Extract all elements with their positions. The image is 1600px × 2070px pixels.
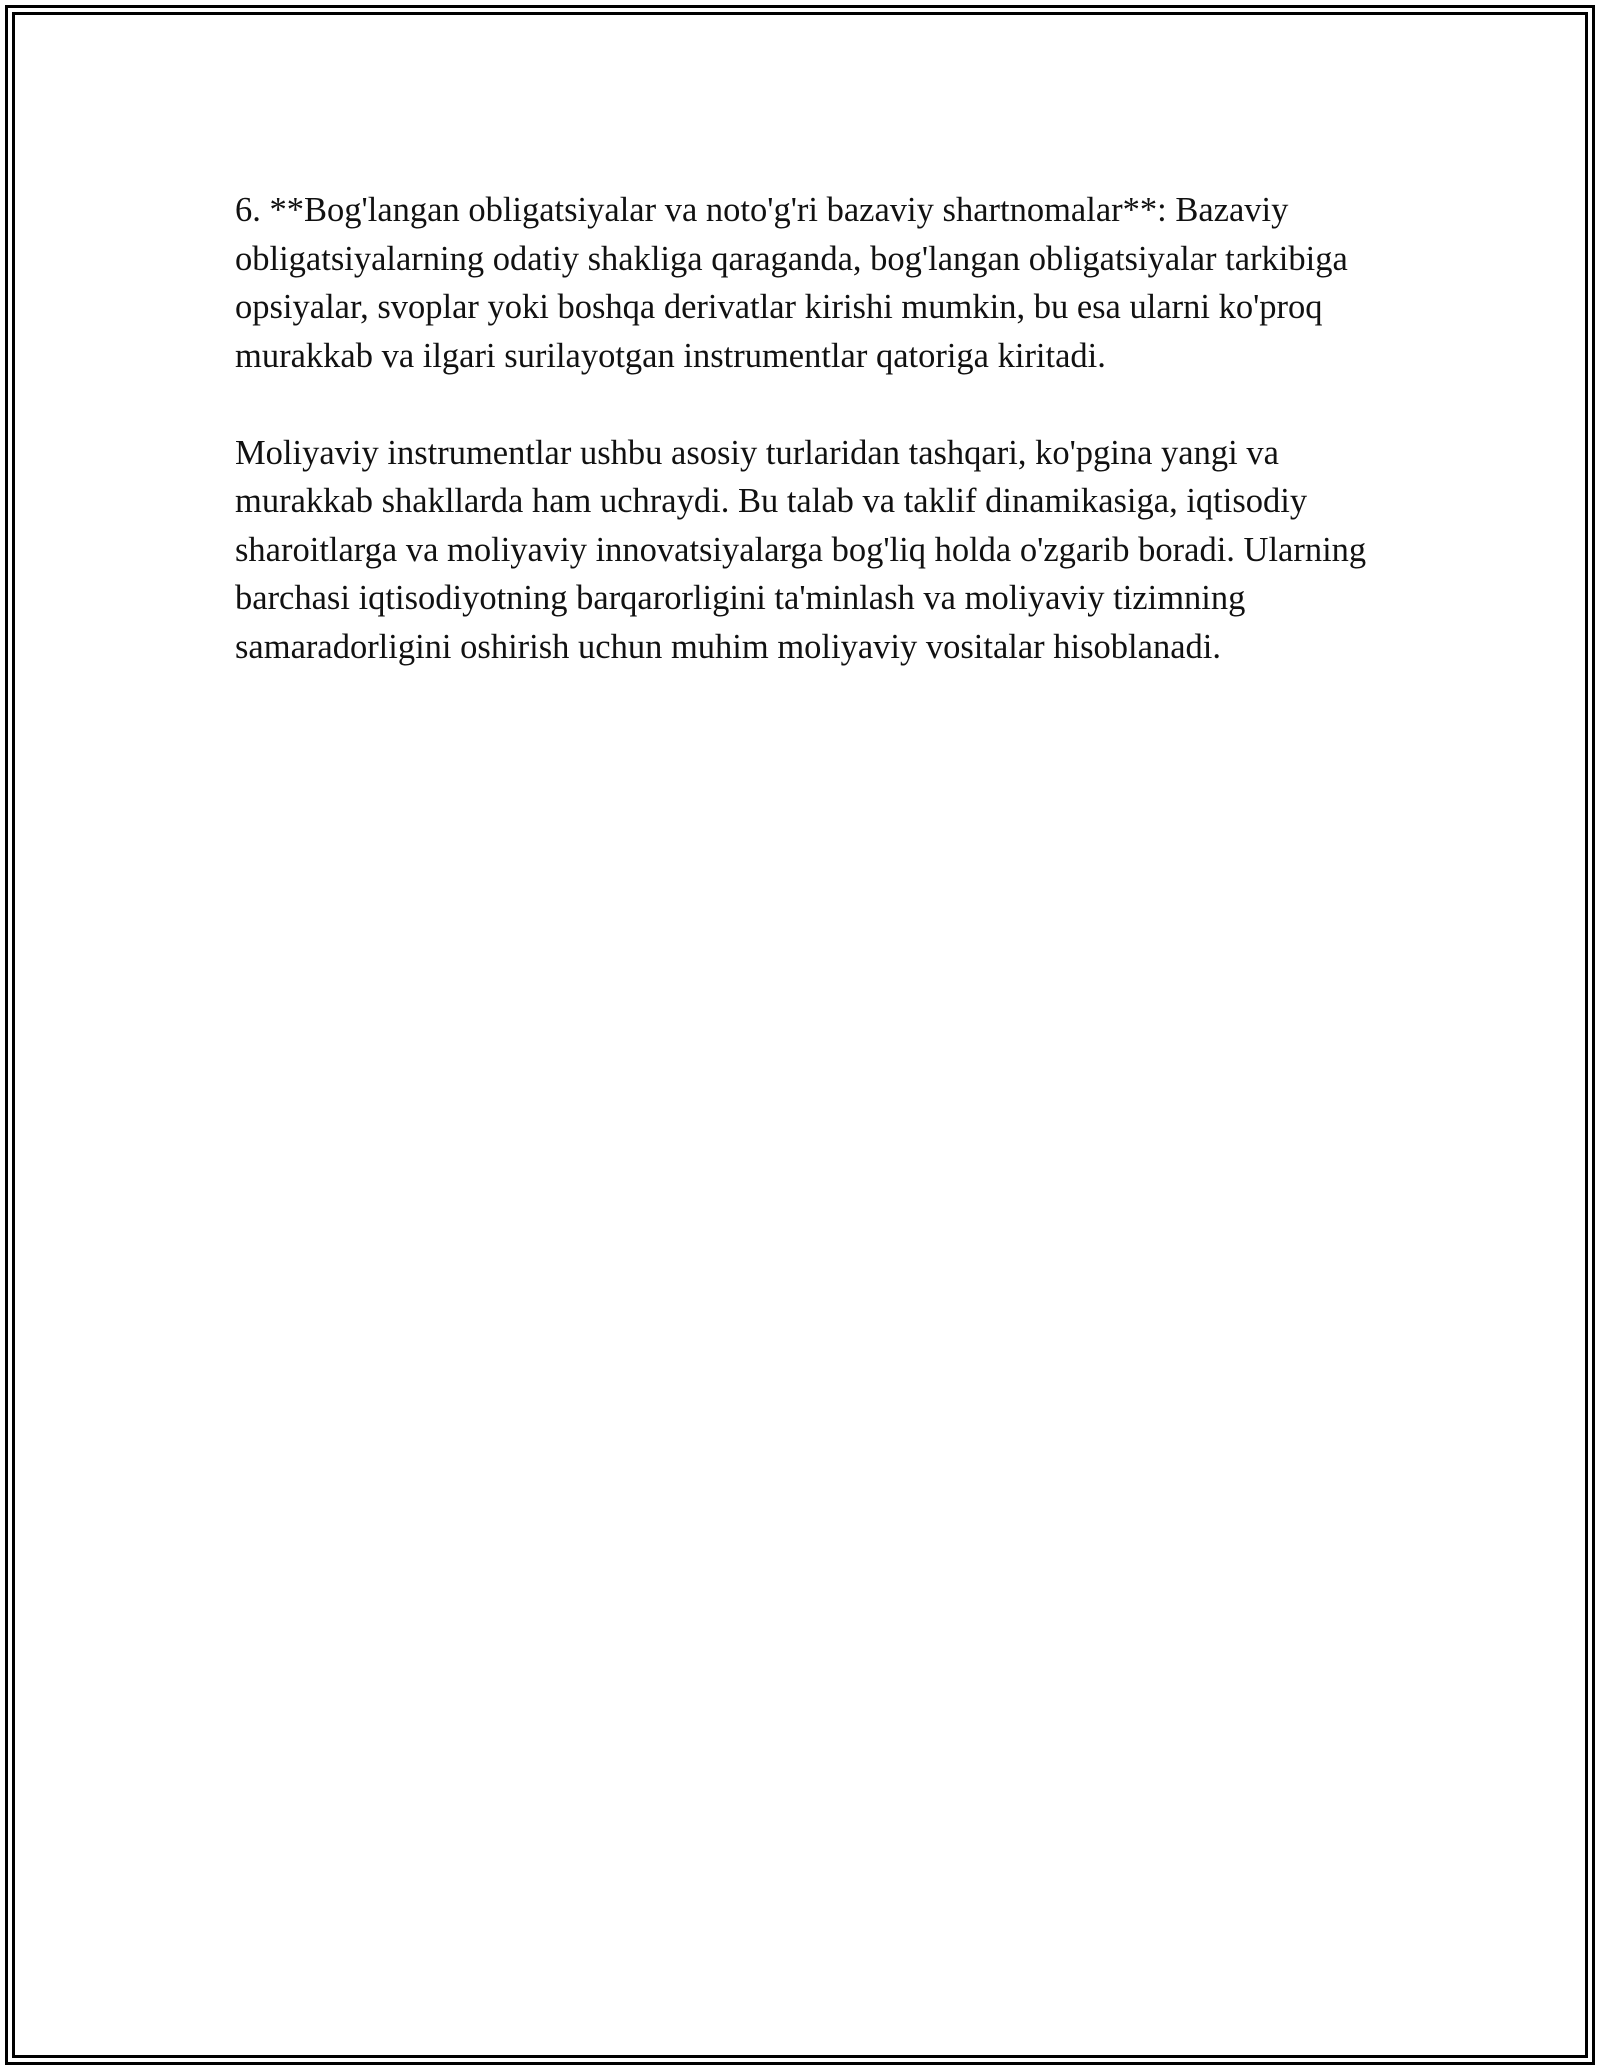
- paragraph-linked-bonds: 6. **Bog'langan obligatsiyalar va noto'g'ri bazaviy shartnomalar**: Bazaviy obligatsiyalarning odatiy shakliga qaraganda, bog'langan obligatsiyalar tarkibiga opsiyalar, svoplar yoki boshqa derivatlar kirishi mumkin, bu esa ularni ko'proq murakkab va ilgari surilayotgan instrumentlar qatoriga kiritadi.: [235, 191, 1348, 375]
- document-body: [235, 186, 1375, 720]
- paragraph-financial-instruments-summary: Moliyaviy instrumentlar ushbu asosiy turlaridan tashqari, ko'pgina yangi va murakkab shakllarda ham uchraydi. Bu talab va taklif dinamikasiga, iqtisodiy sharoitlarga va moliyaviy innovatsiyalarga bog'liq holda o'zgarib boradi. Ularning barchasi iqtisodiyotning barqarorligini ta'minlash va moliyaviy tizimning samaradorligini oshirish uchun muhim moliyaviy vositalar hisoblanadi.: [235, 433, 1367, 666]
